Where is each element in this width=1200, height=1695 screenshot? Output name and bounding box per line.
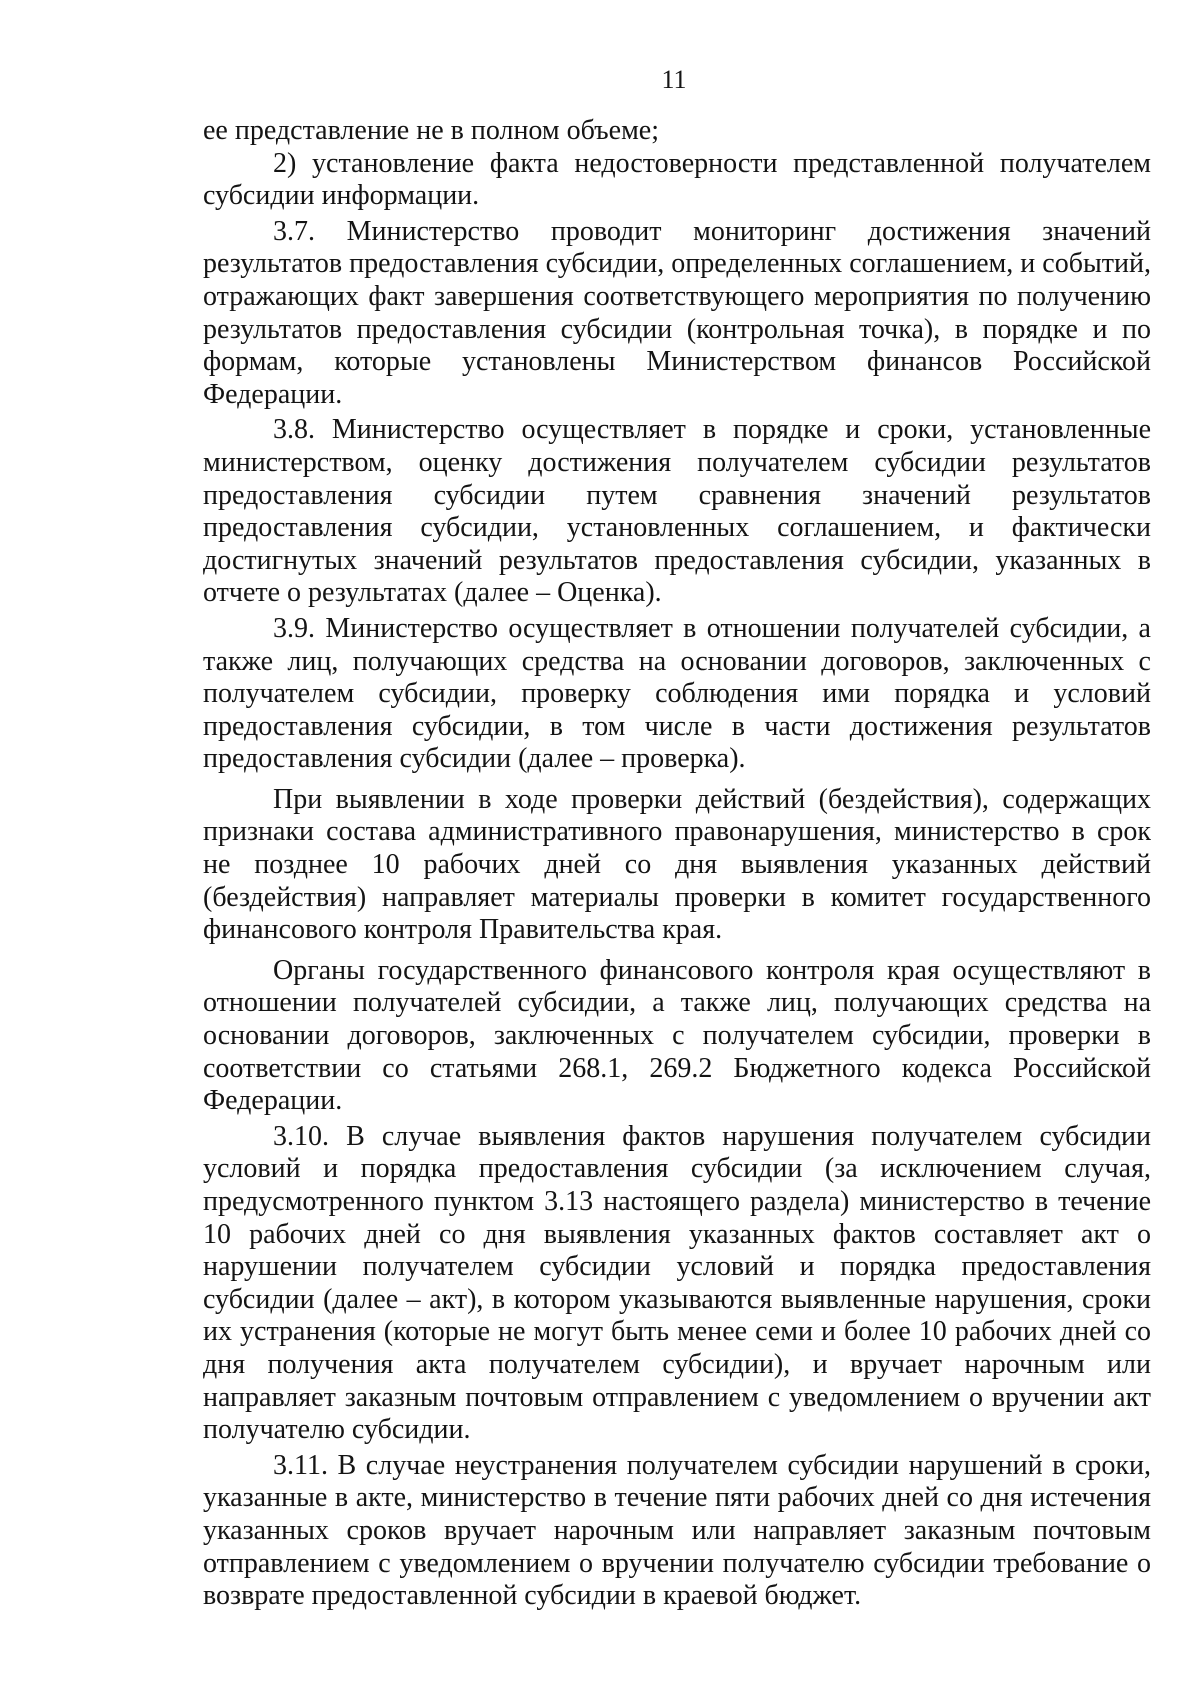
paragraph-item-2: 2) установление факта недостоверности представленной получателем субсидии информации. xyxy=(203,147,1151,212)
paragraph-continuation: ее представление не в полном объеме; xyxy=(203,115,659,146)
paragraph-financial-control: Органы государственного финансового контроля края осуществляют в отношении получателей субсидии, а также лиц, получающих средства на основании договоров, заключенных с получателем субсидии, проверки в соответствии со статьями 268.1, 269.2 Бюджетного кодекса Российской Федерации. xyxy=(203,954,1151,1117)
document-body xyxy=(203,115,1151,1613)
paragraph-3-11: 3.11. В случае неустранения получателем субсидии нарушений в сроки, указанные в акте, министерство в течение пяти рабочих дней со дня истечения указанных сроков вручает нарочным или направляет заказным почтовым отправлением с уведомлением о вручении получателю субсидии требование о возврате предоставленной субсидии в краевой бюджет. xyxy=(203,1449,1151,1612)
paragraph-3-8: 3.8. Министерство осуществляет в порядке и сроки, установленные министерством, оценку достижения получателем субсидии результатов предоставления субсидии путем сравнения значений результатов предоставления субсидии, установленных соглашением, и фактически достигнутых значений результатов предоставления субсидии, указанных в отчете о результатах (далее – Оценка). xyxy=(203,414,1151,609)
page-number: 11 xyxy=(661,65,687,94)
paragraph-3-7: 3.7. Министерство проводит мониторинг достижения значений результатов предоставления субсидии, определенных соглашением, и событий, отражающих факт завершения соответствующего мероприятия по получению результатов предоставления субсидии (контрольная точка), в порядке и по формам, которые установлены Министерством финансов Российской Федерации. xyxy=(203,215,1151,410)
paragraph-3-9: 3.9. Министерство осуществляет в отношении получателей субсидии, а также лиц, получающих средства на основании договоров, заключенных с получателем субсидии, проверку соблюдения ими порядка и условий предоставления субсидии, в том числе в части достижения результатов предоставления субсидии (далее – проверка). xyxy=(203,612,1151,775)
paragraph-violation-detection: При выявлении в ходе проверки действий (бездействия), содержащих признаки состава административного правонарушения, министерство в срок не позднее 10 рабочих дней со дня выявления указанных действий (бездействия) направляет материалы проверки в комитет государственного финансового контроля Правительства края. xyxy=(203,783,1151,946)
paragraph-3-10: 3.10. В случае выявления фактов нарушения получателем субсидии условий и порядка предоставления субсидии (за исключением случая, предусмотренного пунктом 3.13 настоящего раздела) министерство в течение 10 рабочих дней со дня выявления указанных фактов составляет акт о нарушении получателем субсидии условий и порядка предоставления субсидии (далее – акт), в котором указываются выявленные нарушения, сроки их устранения (которые не могут быть менее семи и более 10 рабочих дней со дня получения акта получателем субсидии), и вручает нарочным или направляет заказным почтовым отправлением с уведомлением о вручении акт получателю субсидии. xyxy=(203,1120,1151,1446)
